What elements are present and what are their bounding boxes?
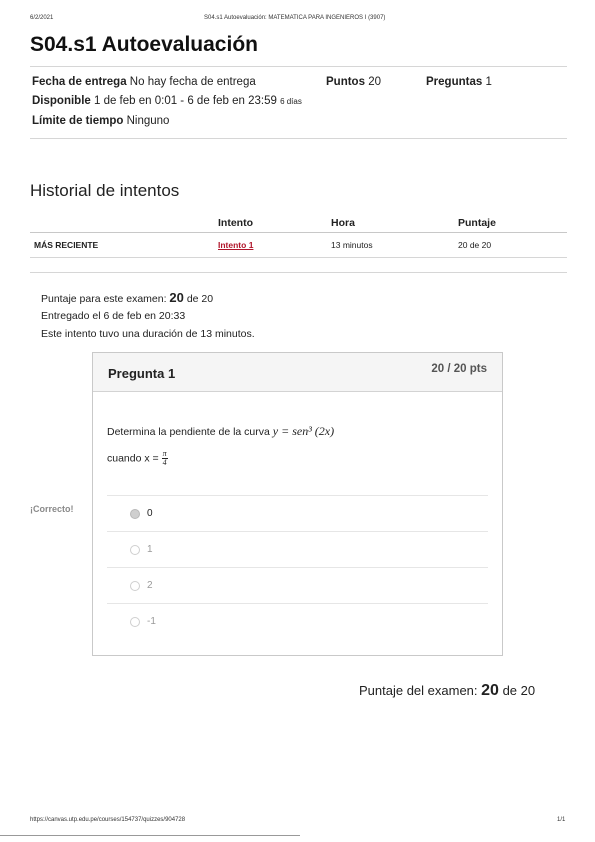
question-condition bbox=[107, 450, 168, 467]
time-limit-label: Límite de tiempo bbox=[32, 115, 124, 127]
final-score-prefix: Puntaje del examen: bbox=[359, 683, 478, 698]
question-prompt bbox=[107, 424, 334, 439]
column-header-attempt: Intento bbox=[218, 217, 253, 229]
page-title: S04.s1 Autoevaluación bbox=[30, 33, 258, 56]
points-value: 20 bbox=[368, 76, 381, 88]
column-header-score: Puntaje bbox=[458, 217, 496, 229]
answer-text: 1 bbox=[147, 544, 153, 555]
final-score-suffix: de 20 bbox=[502, 683, 536, 698]
due-value: No hay fecha de entrega bbox=[129, 76, 256, 88]
answer-option[interactable] bbox=[107, 567, 488, 604]
column-header-time: Hora bbox=[331, 217, 355, 229]
row-label: MÁS RECIENTE bbox=[34, 240, 99, 250]
attempt-time: 13 minutos bbox=[331, 240, 373, 250]
available-value: 1 de feb en 0:01 - 6 de feb en 23:59 bbox=[93, 95, 277, 107]
final-score bbox=[359, 682, 535, 700]
radio-icon[interactable] bbox=[130, 617, 140, 627]
question-header bbox=[93, 353, 502, 392]
duration-text: Este intento tuvo una duración de 13 minutos. bbox=[41, 328, 255, 340]
answer-text: -1 bbox=[147, 616, 156, 627]
due-date bbox=[32, 76, 256, 88]
correct-label: ¡Correcto! bbox=[30, 504, 74, 514]
divider bbox=[30, 272, 567, 273]
radio-icon[interactable] bbox=[130, 545, 140, 555]
history-heading: Historial de intentos bbox=[30, 181, 180, 200]
fraction-denominator: 4 bbox=[162, 458, 167, 467]
radio-selected-icon[interactable] bbox=[130, 509, 140, 519]
prompt-text: Determina la pendiente de la curva bbox=[107, 426, 270, 438]
radio-icon[interactable] bbox=[130, 581, 140, 591]
bottom-rule bbox=[0, 835, 300, 836]
table-divider bbox=[30, 232, 567, 233]
questions-label: Preguntas bbox=[426, 76, 483, 88]
attempt-link[interactable]: Intento 1 bbox=[218, 240, 254, 250]
exam-score-suffix: de 20 bbox=[186, 293, 214, 305]
answer-text: 2 bbox=[147, 580, 153, 591]
time-limit bbox=[32, 115, 169, 127]
print-url: https://canvas.utp.edu.pe/courses/154737/quizzes/904728 bbox=[30, 817, 186, 823]
answer-text: 0 bbox=[147, 508, 153, 519]
question-title: Pregunta 1 bbox=[108, 366, 176, 381]
questions-value: 1 bbox=[485, 76, 492, 88]
available-days: 6 días bbox=[280, 97, 302, 106]
due-label: Fecha de entrega bbox=[32, 76, 127, 88]
answer-option[interactable] bbox=[107, 531, 488, 568]
divider bbox=[30, 257, 567, 258]
questions-info bbox=[426, 76, 492, 88]
exam-score-prefix: Puntaje para este examen: bbox=[41, 293, 167, 305]
points-label: Puntos bbox=[326, 76, 365, 88]
question-points: 20 / 20 pts bbox=[431, 363, 487, 375]
divider bbox=[30, 66, 567, 67]
final-score-value: 20 bbox=[481, 682, 499, 699]
answer-option[interactable] bbox=[107, 603, 488, 640]
exam-score bbox=[41, 290, 213, 305]
print-date: 6/2/2021 bbox=[30, 15, 54, 21]
attempt-score: 20 de 20 bbox=[458, 240, 492, 250]
available-label: Disponible bbox=[32, 95, 91, 107]
answer-option[interactable] bbox=[107, 495, 488, 532]
print-title: S04.s1 Autoevaluación: MATEMATICA PARA INGENIEROS I (3907) bbox=[204, 15, 386, 21]
points-info bbox=[326, 76, 381, 88]
exam-score-value: 20 bbox=[169, 290, 184, 305]
time-limit-value: Ninguno bbox=[126, 115, 170, 127]
availability bbox=[32, 95, 302, 107]
divider bbox=[30, 138, 567, 139]
equation: y = sen³ (2x) bbox=[272, 424, 335, 438]
fraction bbox=[162, 450, 168, 467]
condition-text: cuando x = bbox=[107, 452, 159, 465]
submitted-text: Entregado el 6 de feb en 20:33 bbox=[41, 310, 186, 322]
page-number: 1/1 bbox=[557, 817, 566, 823]
fraction-numerator: π bbox=[162, 449, 167, 458]
